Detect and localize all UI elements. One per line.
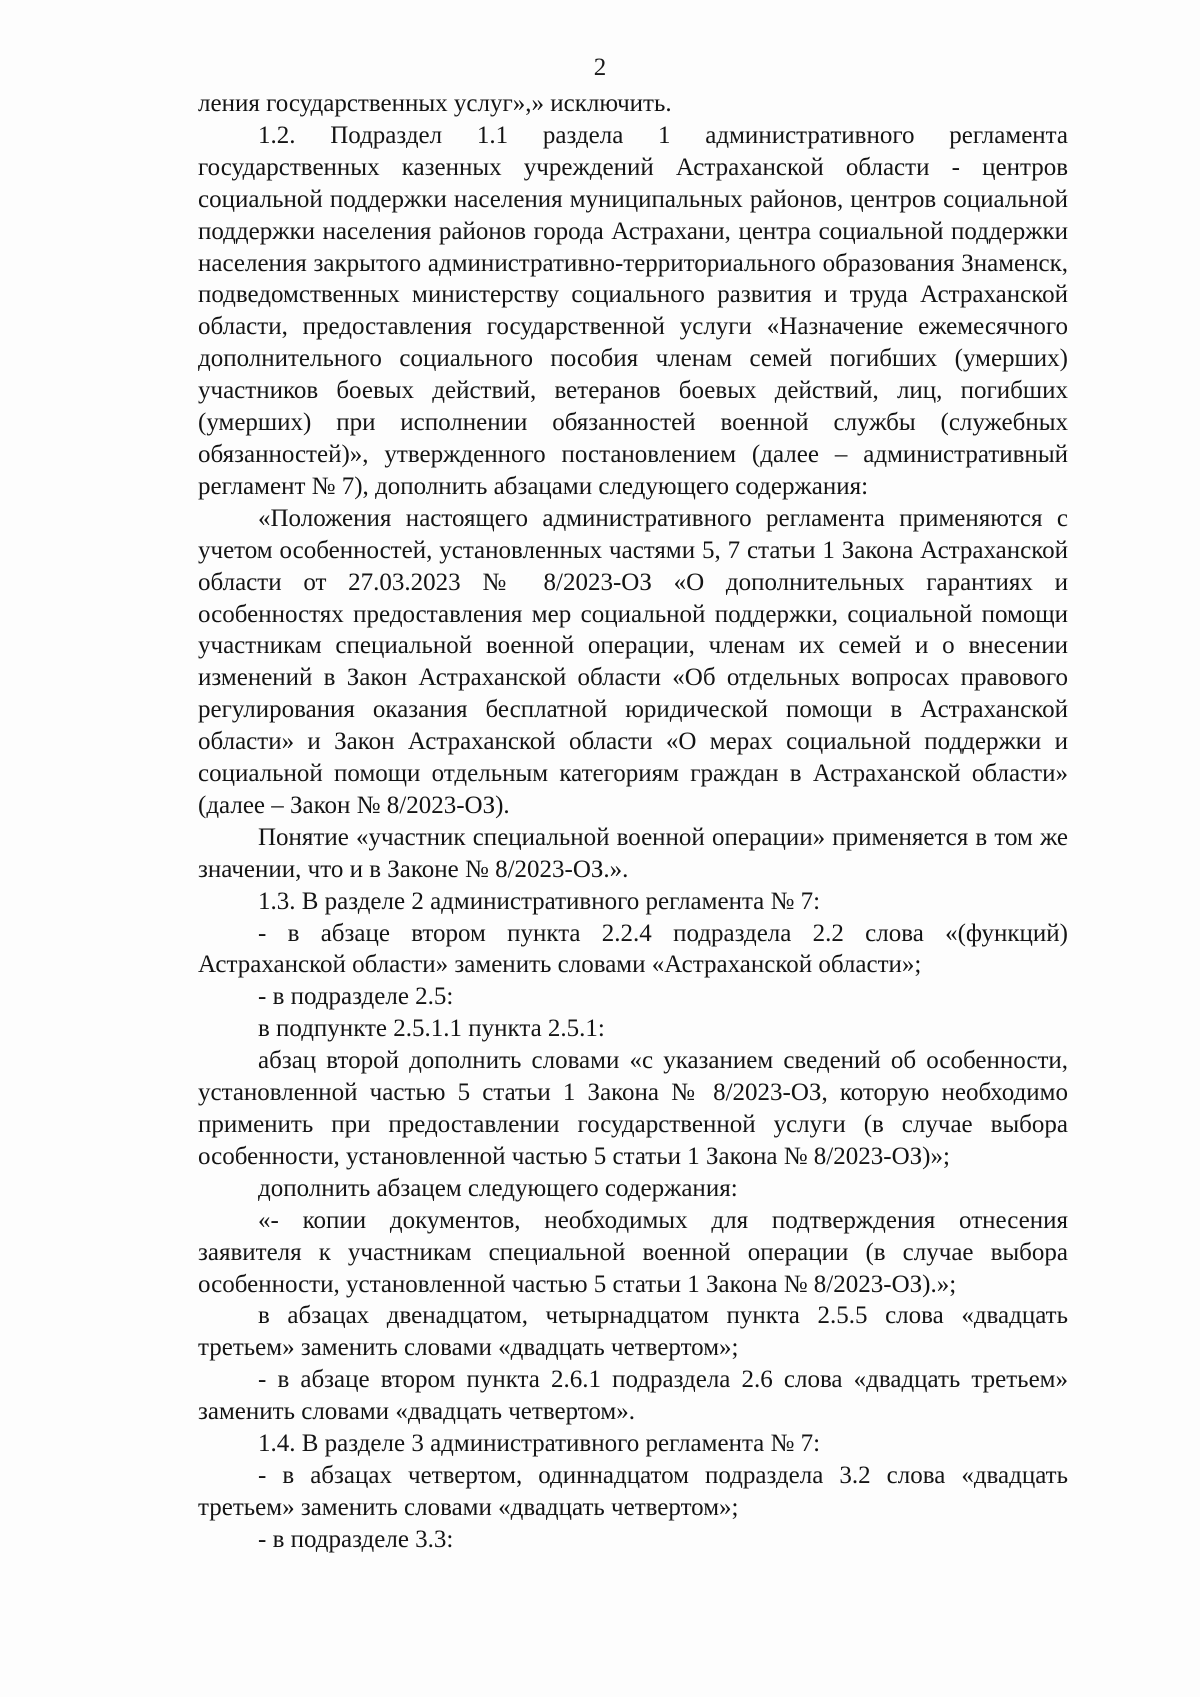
paragraph-item-1-4: 1.4. В разделе 3 административного регламента № 7:: [258, 1430, 821, 1458]
paragraph-subitem: «- копии документов, необходимых для подтверждения отнесения заявителя к участникам специальной военной операции (в случае выбора особенности, установленной частью 5 статьи 1 Закона № 8/2023-ОЗ).»;: [198, 1206, 1068, 1298]
paragraph-subitem: - в подразделе 3.3:: [258, 1525, 454, 1553]
paragraph-subitem: дополнить абзацем следующего содержания:: [258, 1174, 738, 1202]
paragraph-item-1-2: 1.2. Подраздел 1.1 раздела 1 административного регламента государственных казенных учреждений Астраханской области - центров социальной поддержки населения муниципальных районов, центров социальной поддержки населения районов города Астрахани, центра социальной поддержки населения закрытого административно-территориального образования Знаменск, подведомственных министерству социального развития и труда Астраханской области, предоставления государственной услуги «Назначение ежемесячного дополнительного социального пособия членам семей погибших (умерших) участников боевых действий, ветеранов боевых действий, лиц, погибших (умерших) при исполнении обязанностей военной службы (служебных обязанностей)», утвержденного постановлением (далее – административный регламент № 7), дополнить абзацами следующего содержания:: [198, 121, 1068, 500]
document-body: [198, 88, 1068, 1556]
paragraph-subitem: в подпункте 2.5.1.1 пункта 2.5.1:: [258, 1015, 605, 1043]
paragraph-concept-definition: Понятие «участник специальной военной операции» применяется в том же значении, что и в Законе № 8/2023-ОЗ.».: [198, 823, 1068, 883]
paragraph-subitem: - в абзаце втором пункта 2.2.4 подраздела 2.2 слова «(функций) Астраханской области» заменить словами «Астраханской области»;: [198, 919, 1068, 979]
paragraph-subitem: абзац второй дополнить словами «с указанием сведений об особенности, установленной частью 5 статьи 1 Закона № 8/2023-ОЗ, которую необходимо применить при предоставлении государственной услуги (в случае выбора особенности, установленной частью 5 статьи 1 Закона № 8/2023-ОЗ)»;: [198, 1047, 1068, 1170]
page-number: 2: [593, 54, 607, 81]
paragraph-subitem: в абзацах двенадцатом, четырнадцатом пункта 2.5.5 слова «двадцать третьем» заменить словами «двадцать четвертом»;: [198, 1302, 1068, 1362]
paragraph-subitem: - в абзаце втором пункта 2.6.1 подраздела 2.6 слова «двадцать третьем» заменить словами «двадцать четвертом».: [198, 1366, 1068, 1426]
paragraph-item-1-3: 1.3. В разделе 2 административного регламента № 7:: [258, 887, 821, 915]
paragraph-continuation: ления государственных услуг»,» исключить.: [198, 90, 672, 117]
paragraph-quoted-provisions: «Положения настоящего административного регламента применяются с учетом особенностей, установленных частями 5, 7 статьи 1 Закона Астраханской области от 27.03.2023 № 8/2023-ОЗ «О дополнительных гарантиях и особенностях предоставления мер социальной поддержки, социальной помощи участникам специальной военной операции, членам их семей и о внесении изменений в Закон Астраханской области «Об отдельных вопросах правового регулирования оказания бесплатной юридической помощи в Астраханской области» и Закон Астраханской области «О мерах социальной поддержки и социальной помощи отдельным категориям граждан в Астраханской области» (далее – Закон № 8/2023-ОЗ).: [198, 504, 1068, 819]
paragraph-subitem: - в абзацах четвертом, одиннадцатом подраздела 3.2 слова «двадцать третьем» заменить словами «двадцать четвертом»;: [198, 1461, 1068, 1521]
paragraph-subitem: - в подразделе 2.5:: [258, 983, 454, 1011]
